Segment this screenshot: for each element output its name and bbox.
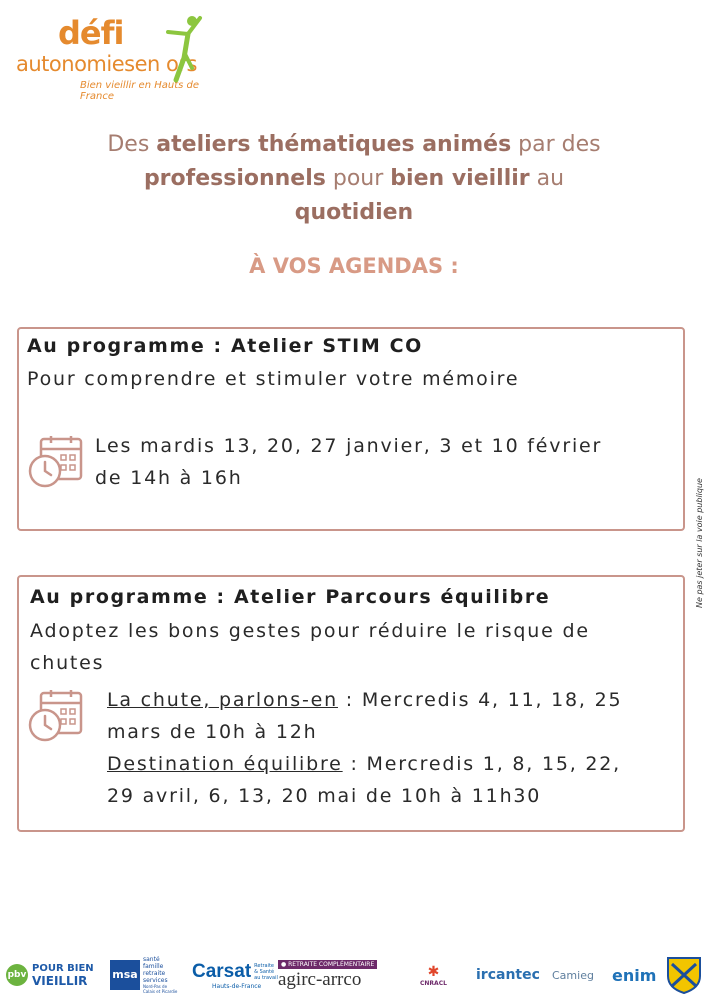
pour-bien-vieillir-logo: pbv POUR BIEN VIEILLIR [7, 963, 94, 988]
session-chute: La chute, parlons-en : Mercredis 4, 11, 18, 25 [107, 689, 623, 711]
msa-logo: msa santé famille retraite services Nord-Pas de Calais et Picardie [110, 955, 179, 995]
running-figure-icon [164, 14, 204, 84]
calendar-clock-icon [27, 689, 85, 745]
atelier1-subtitle: Pour comprendre et stimuler votre mémoire [27, 368, 520, 390]
session-destination: Destination équilibre : Mercredis 1, 8, 15, 22, [107, 753, 622, 775]
agendas-heading: À VOS AGENDAS : [249, 254, 459, 278]
enim-logo: enim [612, 965, 657, 985]
camieg-logo: Camieg [552, 968, 594, 982]
atelier1-dates: Les mardis 13, 20, 27 janvier, 3 et 10 février [95, 435, 603, 457]
calendar-clock-icon [27, 435, 85, 491]
atelier2-schedule: La chute, parlons-en : Mercredis 4, 11, 18, 25 mars de 10h à 12h Destination équilibre : Mercredis 1, 8, 15, 22, 29 avril, 6, 13, 20 mai de 10h à 11h30 [107, 684, 622, 812]
partner-logos [0, 955, 708, 1000]
atelier1-title: Au programme : Atelier STIM CO [27, 335, 423, 357]
atelier2-title: Au programme : Atelier Parcours équilibre [30, 586, 551, 608]
carsat-logo: Carsat Retraite & Santé au travail Hauts-de-France [192, 960, 278, 990]
headline: Des ateliers thématiques animés par des professionnels pour bien vieillir au quotidien [107, 132, 601, 225]
logo-autonomie-text: autonomiesen ors [16, 52, 197, 76]
logo-tagline: Bien vieillir en Hauts de France [80, 80, 200, 102]
ircantec-logo: ircantec [476, 967, 540, 983]
logo-defi-text: défi [58, 14, 124, 52]
coat-of-arms-logo [666, 955, 702, 995]
logo-seniors-text: sen ors [124, 52, 197, 76]
atelier-stim-co-box [17, 327, 685, 531]
cnracl-logo: ✱ CNRACL [420, 963, 447, 987]
atelier1-hours: de 14h à 16h [95, 467, 243, 489]
atelier-parcours-equilibre-box [17, 575, 685, 832]
agirc-arrco-logo: ● RETRAITE COMPLÉMENTAIRE agirc-arrco [278, 955, 377, 995]
side-note: Ne pas jeter sur la voie publique [695, 478, 704, 608]
defi-autonomie-seniors-logo [14, 14, 224, 102]
atelier1-schedule [95, 430, 602, 494]
atelier2-subtitle: Adoptez les bons gestes pour réduire le risque de chutes [30, 620, 590, 674]
